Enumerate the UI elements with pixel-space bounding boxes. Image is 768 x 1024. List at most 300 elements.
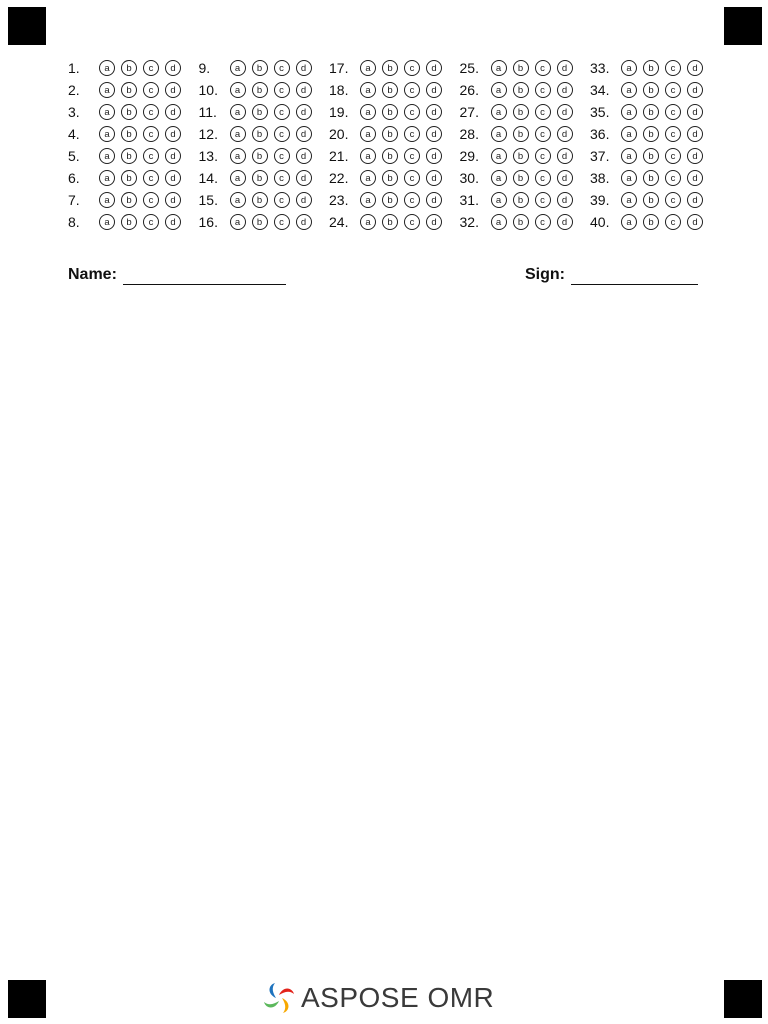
question-number: 40. <box>590 214 610 230</box>
answer-bubble[interactable]: d <box>557 126 573 142</box>
answer-options <box>621 214 703 230</box>
answer-options <box>360 148 442 164</box>
question-item <box>329 148 460 164</box>
question-item <box>329 60 460 76</box>
answer-bubble[interactable]: d <box>557 170 573 186</box>
alignment-marker-bottom-left <box>8 980 46 1018</box>
answer-bubble[interactable]: c <box>665 82 681 98</box>
answer-options <box>230 82 312 98</box>
answer-bubble[interactable]: b <box>643 192 659 208</box>
answer-bubble[interactable]: b <box>252 214 268 230</box>
answer-bubble[interactable]: d <box>296 148 312 164</box>
answer-bubble[interactable]: a <box>230 148 246 164</box>
answer-bubble[interactable]: c <box>535 104 551 120</box>
answer-bubble[interactable]: a <box>491 170 507 186</box>
answer-bubble[interactable]: b <box>252 104 268 120</box>
question-item <box>199 214 330 230</box>
answer-bubble[interactable]: a <box>491 192 507 208</box>
answer-bubble[interactable]: a <box>230 192 246 208</box>
answer-bubble[interactable]: c <box>404 126 420 142</box>
question-item <box>68 104 199 120</box>
answer-bubble[interactable]: b <box>643 148 659 164</box>
question-number: 1. <box>68 60 80 76</box>
answer-options <box>621 104 703 120</box>
question-number: 21. <box>329 148 349 164</box>
answer-bubble[interactable]: c <box>665 192 681 208</box>
answer-bubble[interactable]: b <box>252 126 268 142</box>
answer-bubble[interactable]: a <box>621 192 637 208</box>
answer-bubble[interactable]: c <box>274 214 290 230</box>
answer-bubble[interactable]: a <box>491 214 507 230</box>
logo-text: ASPOSE OMR <box>301 982 495 1013</box>
answer-bubble[interactable]: d <box>426 148 442 164</box>
question-number: 12. <box>198 126 218 142</box>
answer-bubble[interactable]: d <box>557 104 573 120</box>
answer-options <box>99 82 181 98</box>
question-number: 8. <box>68 214 80 230</box>
question-item <box>329 104 460 120</box>
question-number: 18. <box>329 82 349 98</box>
answer-options <box>99 104 181 120</box>
answer-options <box>621 148 703 164</box>
question-item <box>199 170 330 186</box>
question-item <box>329 82 460 98</box>
aspose-omr-logo <box>262 980 494 1016</box>
question-number: 36. <box>590 126 610 142</box>
question-item <box>329 214 460 230</box>
answer-bubble[interactable]: a <box>491 82 507 98</box>
answer-bubble[interactable]: c <box>274 60 290 76</box>
answer-bubble[interactable]: b <box>121 60 137 76</box>
question-item <box>329 170 460 186</box>
question-number: 14. <box>198 170 218 186</box>
answer-bubble[interactable]: c <box>143 104 159 120</box>
answer-bubble[interactable]: a <box>491 148 507 164</box>
answer-bubble[interactable]: a <box>360 104 376 120</box>
answer-bubble[interactable]: c <box>274 126 290 142</box>
answer-options <box>230 104 312 120</box>
answer-bubble[interactable]: d <box>687 170 703 186</box>
answer-bubble[interactable]: d <box>687 104 703 120</box>
question-number: 30. <box>459 170 479 186</box>
question-item <box>68 214 199 230</box>
answer-bubble[interactable]: a <box>99 214 115 230</box>
answer-options <box>230 126 312 142</box>
question-item <box>460 126 591 142</box>
question-number: 16. <box>198 214 218 230</box>
answer-bubble[interactable]: b <box>121 148 137 164</box>
answer-options <box>621 170 703 186</box>
answer-bubble[interactable]: a <box>360 126 376 142</box>
question-number: 33. <box>590 60 610 76</box>
answer-options <box>491 82 573 98</box>
answer-row <box>68 167 721 189</box>
answer-bubble[interactable]: a <box>99 104 115 120</box>
answer-bubble[interactable]: c <box>143 82 159 98</box>
question-number: 35. <box>590 104 610 120</box>
answer-bubble[interactable]: d <box>557 148 573 164</box>
answer-bubble[interactable]: b <box>513 214 529 230</box>
answer-bubble[interactable]: b <box>121 170 137 186</box>
answer-bubble[interactable]: b <box>382 126 398 142</box>
answer-bubble[interactable]: c <box>535 192 551 208</box>
question-item <box>68 192 199 208</box>
answer-bubble[interactable]: c <box>665 126 681 142</box>
answer-bubble[interactable]: a <box>99 192 115 208</box>
question-item <box>199 148 330 164</box>
answer-bubble[interactable]: c <box>404 104 420 120</box>
question-item <box>460 214 591 230</box>
question-number: 9. <box>198 60 211 76</box>
question-item <box>199 126 330 142</box>
answer-bubble[interactable]: a <box>360 60 376 76</box>
question-item <box>199 60 330 76</box>
question-item <box>68 170 199 186</box>
answer-options <box>491 104 573 120</box>
answer-bubble[interactable]: a <box>99 126 115 142</box>
answer-bubble[interactable]: b <box>252 82 268 98</box>
question-item <box>590 148 721 164</box>
answer-bubble[interactable]: b <box>121 126 137 142</box>
answer-bubble[interactable]: a <box>230 214 246 230</box>
answer-bubble[interactable]: b <box>252 192 268 208</box>
alignment-marker-top-right <box>724 7 762 45</box>
answer-bubble[interactable]: b <box>382 82 398 98</box>
answer-bubble[interactable]: d <box>165 214 181 230</box>
answer-options <box>491 126 573 142</box>
answer-bubble[interactable]: d <box>426 126 442 142</box>
question-number: 23. <box>329 192 349 208</box>
answer-bubble[interactable]: c <box>143 126 159 142</box>
question-number: 34. <box>590 82 610 98</box>
answer-bubble[interactable]: d <box>557 82 573 98</box>
answer-bubble[interactable]: c <box>404 148 420 164</box>
answer-bubble[interactable]: d <box>296 104 312 120</box>
question-number: 10. <box>198 82 218 98</box>
answer-bubble[interactable]: b <box>513 170 529 186</box>
answer-bubble[interactable]: c <box>274 192 290 208</box>
answer-bubble[interactable]: d <box>165 60 181 76</box>
answer-bubble[interactable]: c <box>665 104 681 120</box>
answer-bubble[interactable]: d <box>296 60 312 76</box>
answer-bubble[interactable]: c <box>143 214 159 230</box>
answer-bubble[interactable]: d <box>426 104 442 120</box>
question-number: 19. <box>329 104 349 120</box>
answer-bubble[interactable]: d <box>687 192 703 208</box>
answer-options <box>230 60 312 76</box>
question-number: 37. <box>590 148 610 164</box>
sign-field <box>525 265 698 285</box>
aspose-swirl-icon <box>262 981 296 1015</box>
answer-row <box>68 145 721 167</box>
answer-row <box>68 123 721 145</box>
answer-bubble[interactable]: d <box>296 192 312 208</box>
answer-bubble[interactable]: c <box>404 82 420 98</box>
question-item <box>199 104 330 120</box>
question-item <box>199 82 330 98</box>
question-number: 3. <box>68 104 80 120</box>
question-item <box>68 148 199 164</box>
question-number: 24. <box>329 214 349 230</box>
answer-bubble[interactable]: c <box>404 170 420 186</box>
answer-bubble[interactable]: b <box>382 192 398 208</box>
answer-bubble[interactable]: b <box>643 170 659 186</box>
answer-bubble[interactable]: b <box>513 82 529 98</box>
answer-bubble[interactable]: a <box>99 170 115 186</box>
answer-bubble[interactable]: c <box>665 170 681 186</box>
answer-row <box>68 211 721 233</box>
answer-options <box>230 148 312 164</box>
answer-bubble[interactable]: a <box>491 104 507 120</box>
answer-options <box>99 170 181 186</box>
answer-bubble[interactable]: c <box>404 214 420 230</box>
answer-options <box>360 82 442 98</box>
alignment-marker-bottom-right <box>724 980 762 1018</box>
answer-row <box>68 79 721 101</box>
answer-bubble[interactable]: a <box>621 214 637 230</box>
name-field <box>68 265 286 285</box>
question-item <box>329 126 460 142</box>
answer-bubble[interactable]: a <box>360 170 376 186</box>
answer-options <box>360 60 442 76</box>
answer-bubble[interactable]: d <box>165 192 181 208</box>
answer-bubble[interactable]: a <box>99 148 115 164</box>
answer-bubble[interactable]: c <box>665 60 681 76</box>
question-number: 4. <box>68 126 80 142</box>
answer-bubble[interactable]: a <box>230 126 246 142</box>
question-item <box>329 192 460 208</box>
answer-bubble[interactable]: a <box>491 60 507 76</box>
answer-row <box>68 57 721 79</box>
answer-bubble[interactable]: d <box>296 126 312 142</box>
question-item <box>460 60 591 76</box>
answer-row <box>68 101 721 123</box>
answer-bubble[interactable]: b <box>513 126 529 142</box>
answer-bubble[interactable]: a <box>621 60 637 76</box>
answer-bubble[interactable]: d <box>165 148 181 164</box>
answer-bubble[interactable]: c <box>665 148 681 164</box>
question-item <box>590 170 721 186</box>
answer-bubble[interactable]: c <box>143 148 159 164</box>
answer-bubble[interactable]: a <box>360 148 376 164</box>
question-number: 26. <box>459 82 479 98</box>
answer-bubble[interactable]: d <box>296 214 312 230</box>
answer-options <box>491 214 573 230</box>
answer-bubble[interactable]: c <box>143 60 159 76</box>
answer-bubble[interactable]: c <box>535 82 551 98</box>
answer-bubble[interactable]: c <box>535 148 551 164</box>
name-label: Name: <box>68 266 117 283</box>
answer-bubble[interactable]: d <box>557 214 573 230</box>
answer-options <box>360 170 442 186</box>
answer-bubble[interactable]: d <box>165 170 181 186</box>
answer-bubble[interactable]: b <box>643 104 659 120</box>
answer-bubble[interactable]: d <box>557 192 573 208</box>
answer-bubble[interactable]: a <box>621 170 637 186</box>
question-number: 39. <box>590 192 610 208</box>
answer-bubble[interactable]: a <box>491 126 507 142</box>
question-number: 11. <box>198 104 217 120</box>
name-write-line[interactable] <box>123 266 286 285</box>
answer-options <box>621 82 703 98</box>
answer-bubble[interactable]: a <box>621 126 637 142</box>
answer-bubble[interactable]: c <box>665 214 681 230</box>
answer-row <box>68 189 721 211</box>
answer-bubble[interactable]: a <box>621 104 637 120</box>
answer-bubble[interactable]: a <box>230 82 246 98</box>
answer-bubble[interactable]: b <box>382 170 398 186</box>
question-number: 27. <box>459 104 479 120</box>
answer-bubble[interactable]: d <box>165 126 181 142</box>
answer-bubble[interactable]: a <box>99 60 115 76</box>
answer-options <box>230 192 312 208</box>
answer-bubble[interactable]: b <box>121 82 137 98</box>
answer-bubble[interactable]: b <box>513 60 529 76</box>
answer-options <box>491 170 573 186</box>
answer-options <box>360 126 442 142</box>
question-item <box>68 126 199 142</box>
answer-bubble[interactable]: d <box>426 82 442 98</box>
answer-bubble[interactable]: b <box>252 170 268 186</box>
answer-bubble[interactable]: d <box>426 214 442 230</box>
answer-bubble[interactable]: d <box>687 148 703 164</box>
answer-bubble[interactable]: b <box>382 214 398 230</box>
answer-bubble[interactable]: a <box>230 104 246 120</box>
question-item <box>460 170 591 186</box>
answer-bubble[interactable]: a <box>360 82 376 98</box>
answer-options <box>621 60 703 76</box>
answer-bubble[interactable]: c <box>404 192 420 208</box>
answer-bubble[interactable]: b <box>643 60 659 76</box>
answer-bubble[interactable]: d <box>165 104 181 120</box>
answer-bubble[interactable]: c <box>274 104 290 120</box>
question-number: 20. <box>329 126 349 142</box>
answer-bubble[interactable]: b <box>513 104 529 120</box>
answer-bubble[interactable]: a <box>230 60 246 76</box>
answer-bubble[interactable]: d <box>296 170 312 186</box>
question-item <box>68 82 199 98</box>
question-number: 2. <box>68 82 80 98</box>
answer-grid <box>68 57 721 233</box>
question-item <box>590 82 721 98</box>
answer-options <box>360 214 442 230</box>
question-item <box>460 104 591 120</box>
answer-bubble[interactable]: b <box>643 214 659 230</box>
answer-bubble[interactable]: b <box>121 192 137 208</box>
question-item <box>460 82 591 98</box>
answer-bubble[interactable]: c <box>535 170 551 186</box>
question-item <box>199 192 330 208</box>
question-item <box>590 192 721 208</box>
answer-bubble[interactable]: b <box>252 148 268 164</box>
answer-bubble[interactable]: c <box>143 170 159 186</box>
answer-options <box>230 214 312 230</box>
answer-bubble[interactable]: d <box>426 192 442 208</box>
question-item <box>460 148 591 164</box>
question-number: 17. <box>329 60 349 76</box>
answer-options <box>360 192 442 208</box>
answer-bubble[interactable]: b <box>643 82 659 98</box>
answer-options <box>99 192 181 208</box>
answer-bubble[interactable]: a <box>621 82 637 98</box>
question-number: 7. <box>68 192 80 208</box>
answer-bubble[interactable]: b <box>121 214 137 230</box>
answer-options <box>99 126 181 142</box>
answer-bubble[interactable]: b <box>382 104 398 120</box>
question-number: 28. <box>459 126 479 142</box>
question-number: 32. <box>459 214 479 230</box>
answer-bubble[interactable]: d <box>296 82 312 98</box>
question-number: 38. <box>590 170 610 186</box>
answer-bubble[interactable]: d <box>687 60 703 76</box>
question-item <box>68 60 199 76</box>
answer-bubble[interactable]: b <box>382 148 398 164</box>
answer-bubble[interactable]: a <box>360 214 376 230</box>
answer-bubble[interactable]: a <box>99 82 115 98</box>
sign-write-line[interactable] <box>571 266 698 285</box>
question-number: 25. <box>459 60 479 76</box>
answer-bubble[interactable]: b <box>252 60 268 76</box>
answer-bubble[interactable]: d <box>426 170 442 186</box>
answer-options <box>360 104 442 120</box>
answer-bubble[interactable]: b <box>513 148 529 164</box>
answer-bubble[interactable]: d <box>687 82 703 98</box>
question-number: 5. <box>68 148 80 164</box>
answer-bubble[interactable]: b <box>513 192 529 208</box>
question-number: 22. <box>329 170 349 186</box>
question-item <box>460 192 591 208</box>
answer-options <box>99 148 181 164</box>
answer-bubble[interactable]: c <box>274 148 290 164</box>
answer-bubble[interactable]: a <box>230 170 246 186</box>
question-number: 31. <box>459 192 479 208</box>
answer-bubble[interactable]: d <box>557 60 573 76</box>
question-number: 13. <box>198 148 218 164</box>
alignment-marker-top-left <box>8 7 46 45</box>
answer-bubble[interactable]: a <box>360 192 376 208</box>
answer-bubble[interactable]: c <box>535 60 551 76</box>
answer-bubble[interactable]: c <box>143 192 159 208</box>
answer-bubble[interactable]: b <box>121 104 137 120</box>
question-number: 15. <box>198 192 218 208</box>
answer-options <box>621 192 703 208</box>
answer-bubble[interactable]: c <box>274 170 290 186</box>
answer-bubble[interactable]: c <box>404 60 420 76</box>
answer-options <box>491 60 573 76</box>
answer-bubble[interactable]: c <box>535 214 551 230</box>
answer-bubble[interactable]: d <box>165 82 181 98</box>
sign-label: Sign: <box>525 266 565 283</box>
question-item <box>590 214 721 230</box>
answer-options <box>99 60 181 76</box>
answer-options <box>230 170 312 186</box>
answer-options <box>99 214 181 230</box>
question-item <box>590 126 721 142</box>
answer-options <box>621 126 703 142</box>
answer-bubble[interactable]: d <box>687 214 703 230</box>
answer-bubble[interactable]: d <box>426 60 442 76</box>
answer-bubble[interactable]: b <box>382 60 398 76</box>
answer-bubble[interactable]: c <box>535 126 551 142</box>
answer-bubble[interactable]: d <box>687 126 703 142</box>
answer-bubble[interactable]: a <box>621 148 637 164</box>
question-item <box>590 60 721 76</box>
question-item <box>590 104 721 120</box>
answer-options <box>491 148 573 164</box>
answer-bubble[interactable]: b <box>643 126 659 142</box>
question-number: 29. <box>459 148 479 164</box>
answer-bubble[interactable]: c <box>274 82 290 98</box>
